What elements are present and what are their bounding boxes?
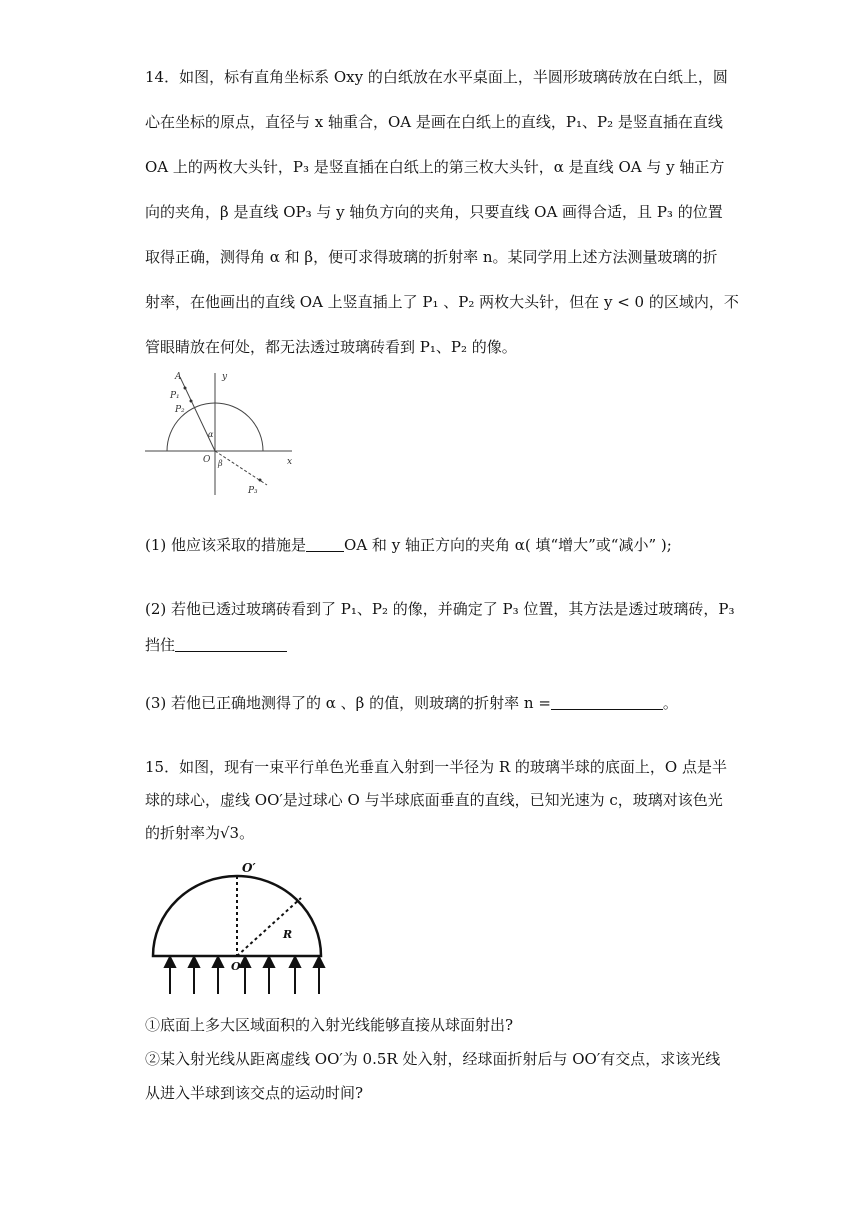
q14-line-6: 射率，在他画出的直线 OA 上竖直插上了 P₁ 、P₂ 两枚大头针，但在 y < 0 的区域内，不 (145, 293, 739, 311)
q15-sub-1: ①底面上多大区域面积的入射光线能够直接从球面射出? (145, 1016, 514, 1034)
q14-line-3: OA 上的两枚大头针，P₃ 是竖直插在白纸上的第三枚大头针，α 是直线 OA 与 y 轴正方 (145, 158, 725, 176)
q15-sub-2b: 从进入半球到该交点的运动时间? (145, 1084, 364, 1102)
q15-line-1: 15．如图，现有一束平行单色光垂直入射到一半径为 R 的玻璃半球的底面上，O 点是半 (145, 758, 727, 776)
label-P3: P₃ (248, 486, 258, 496)
q14-sub1-prefix: (1) 他应该采取的措施是 (145, 536, 307, 554)
q14-line-7: 管眼睛放在何处，都无法透过玻璃砖看到 P₁、P₂ 的像。 (145, 338, 517, 356)
q14-line-5: 取得正确，测得角 α 和 β，便可求得玻璃的折射率 n。某同学用上述方法测量玻璃的折 (145, 248, 718, 266)
q14-sub1-suffix: OA 和 y 轴正方向的夹角 α( 填“增大”或“减小” ); (344, 536, 672, 554)
q14-sub3-prefix: (3) 若他已正确地测得了的 α 、β 的值，则玻璃的折射率 n = (145, 694, 551, 712)
q15-hemisphere-diagram (143, 852, 333, 1002)
label-A: A (175, 372, 182, 382)
label-P1: P₁ (170, 391, 180, 401)
q14-line-2: 心在坐标的原点，直径与 x 轴重合，OA 是画在白纸上的直线，P₁、P₂ 是竖直插在直线 (145, 113, 723, 131)
answer-blank-1[interactable] (306, 537, 344, 552)
q14-sub2-line-1: (2) 若他已透过玻璃砖看到了 P₁、P₂ 的像，并确定了 P₃ 位置，其方法是透过玻璃砖，P₃ (145, 600, 735, 618)
label-P2: P₂ (175, 405, 185, 415)
label-O: O (203, 455, 211, 465)
label-alpha: α (208, 430, 214, 439)
q15-line-3: 的折射率为√3。 (145, 824, 255, 842)
q14-refraction-diagram (142, 365, 302, 500)
q14-line-1: 14．如图，标有直角坐标系 Oxy 的白纸放在水平桌面上，半圆形玻璃砖放在白纸上，圆 (145, 68, 728, 86)
q15-line-2: 球的球心，虚线 OO′是过球心 O 与半球底面垂直的直线，已知光速为 c，玻璃对该色光 (145, 791, 723, 809)
label-y: y (222, 372, 228, 382)
q14-sub3-suffix: 。 (662, 694, 678, 712)
answer-blank-2[interactable] (175, 637, 287, 652)
label-O-prime: O′ (242, 861, 256, 875)
q15-sub-2a: ②某入射光线从距离虚线 OO′为 0.5R 处入射，经球面折射后与 OO′有交点，求该光线 (145, 1050, 721, 1068)
label-O-center: O (231, 960, 241, 973)
label-R: R (283, 928, 293, 941)
q14-line-4: 向的夹角，β 是直线 OP₃ 与 y 轴负方向的夹角，只要直线 OA 画得合适，且 P₃ 的位置 (145, 203, 723, 221)
label-beta: β (218, 459, 223, 468)
label-x: x (287, 457, 293, 467)
answer-blank-3[interactable] (551, 695, 663, 710)
q14-sub2-line-2: 挡住 (145, 636, 176, 654)
